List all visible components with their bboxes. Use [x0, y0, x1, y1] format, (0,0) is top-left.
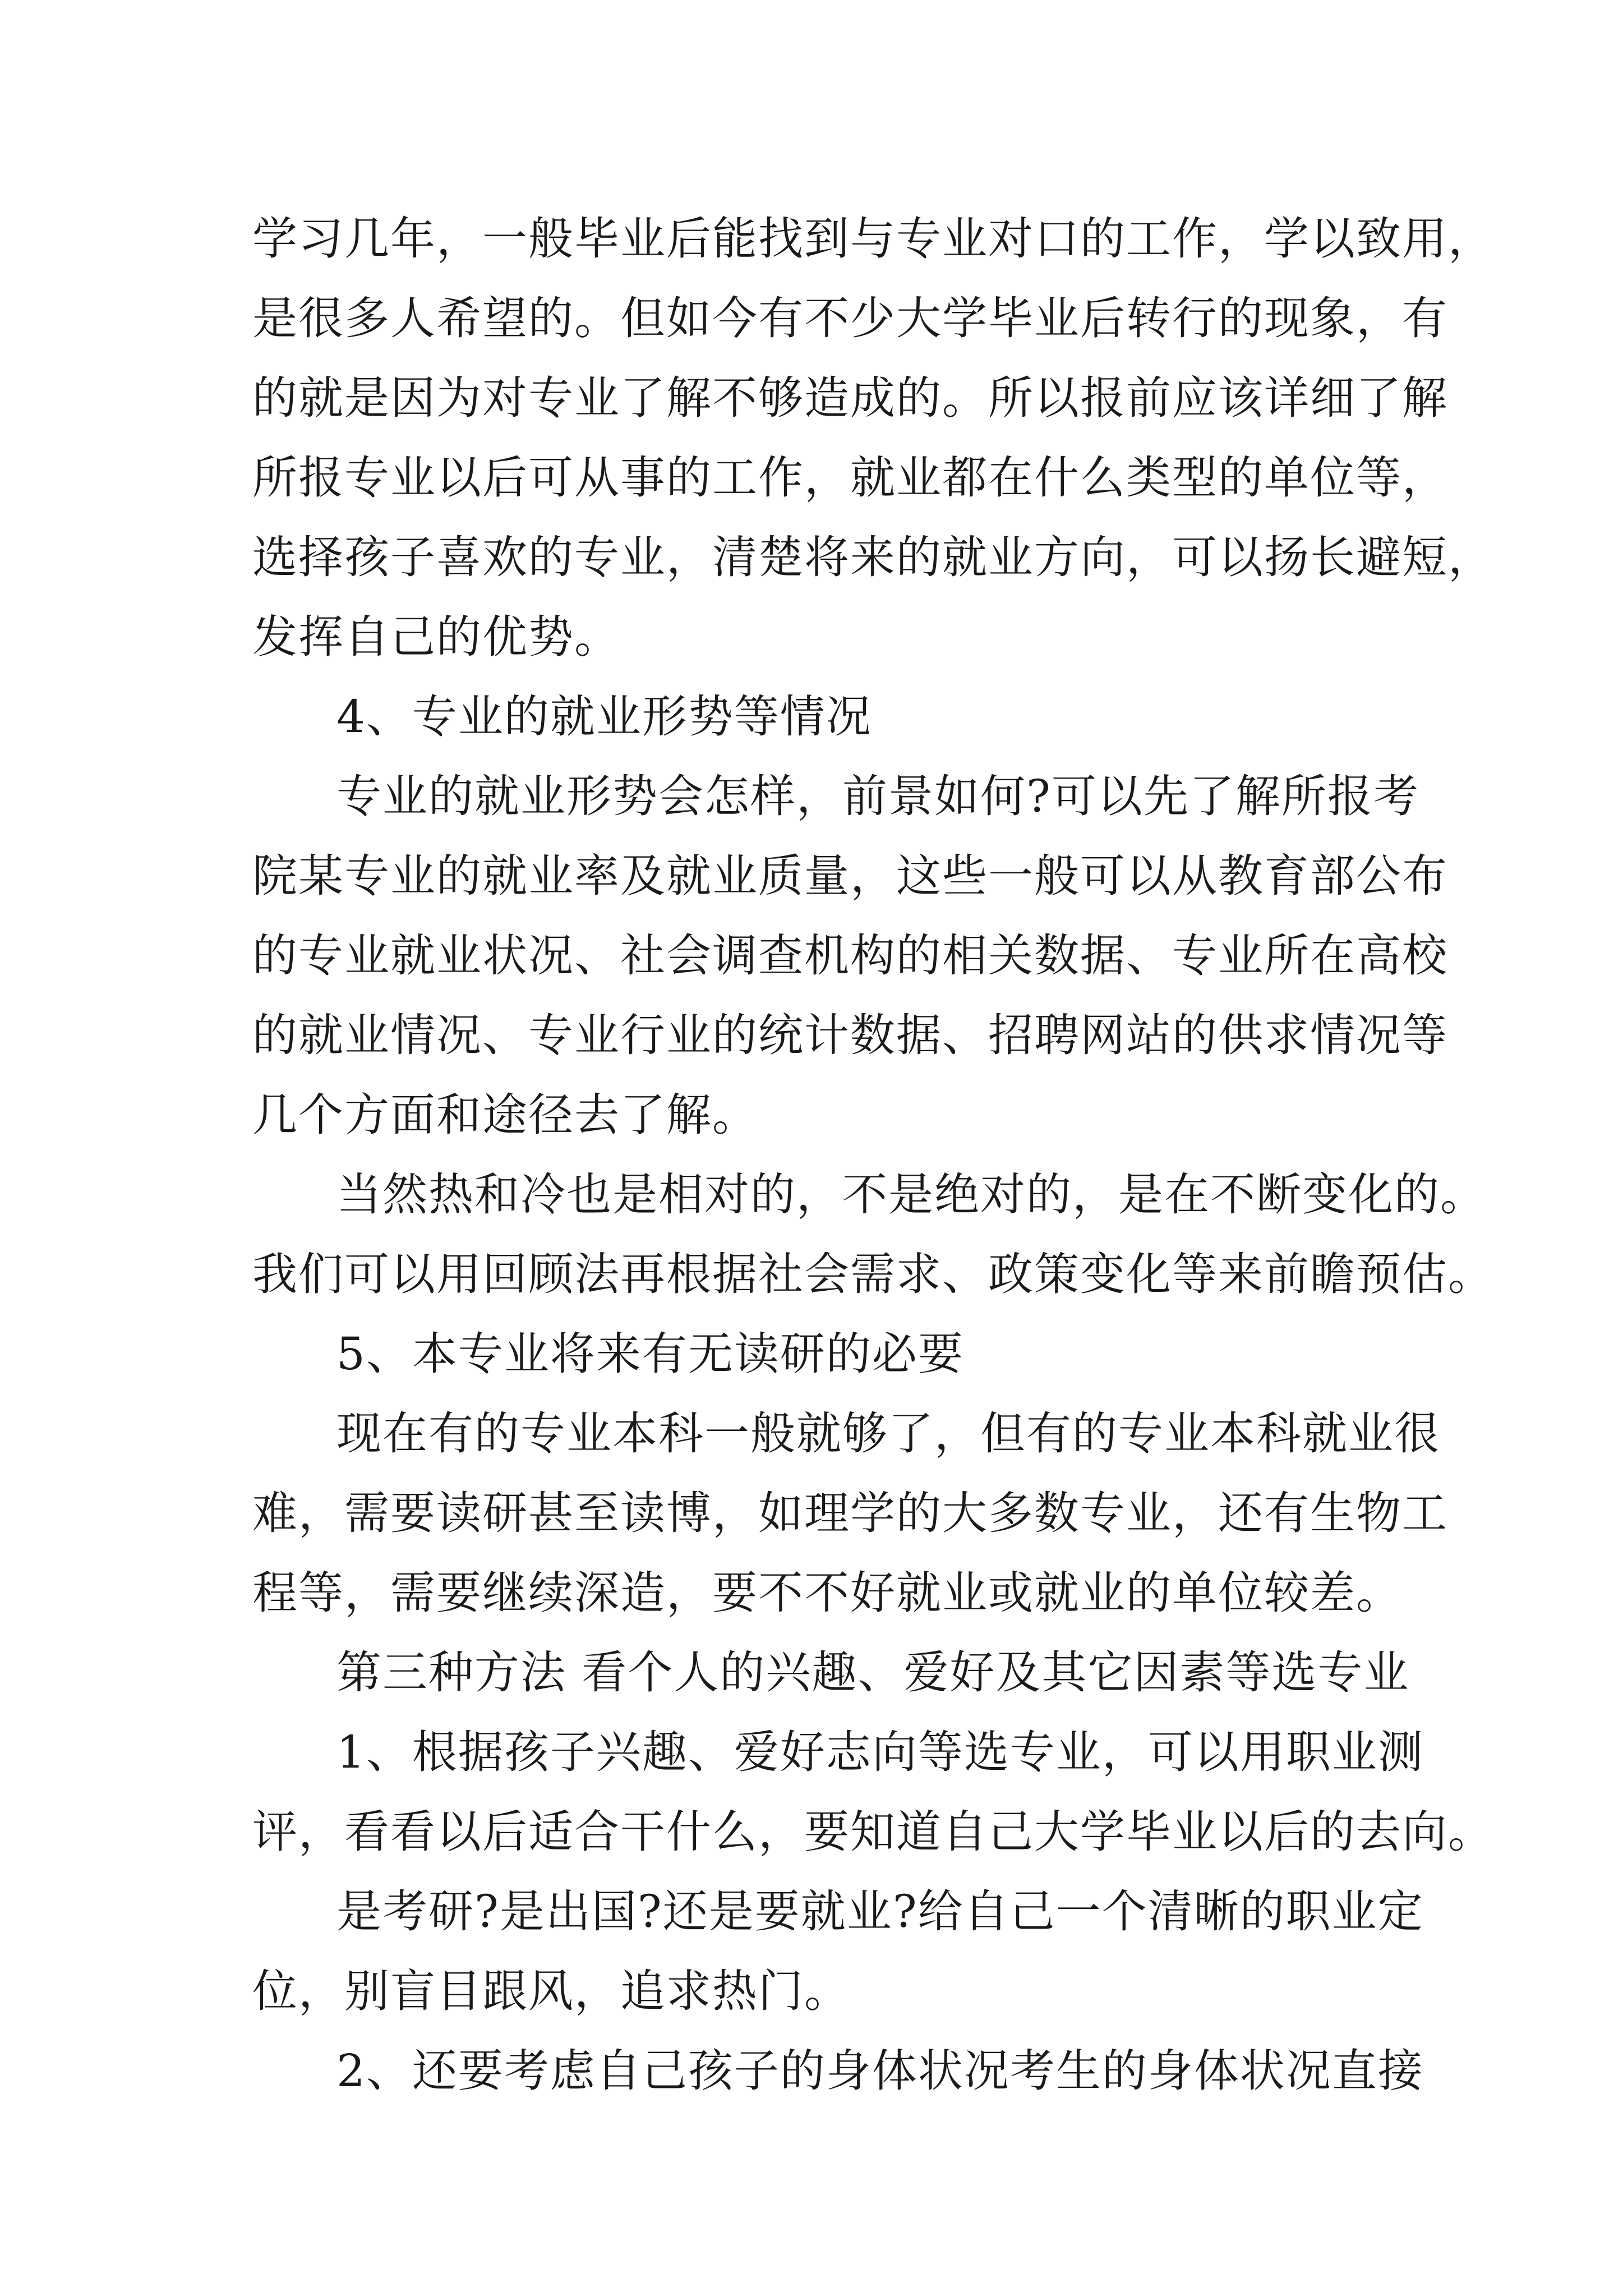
text-line: 程等，需要继续深造，要不不好就业或就业的单位较差。 — [252, 1567, 1402, 1619]
text-line: 是很多人希望的。但如今有不少大学毕业后转行的现象，有 — [252, 292, 1448, 344]
section-heading: 第三种方法 看个人的兴趣、爱好及其它因素等选专业 — [336, 1646, 1410, 1699]
text-line: 院某专业的就业率及就业质量，这些一般可以从教育部公布 — [252, 850, 1448, 902]
text-line: 的专业就业状况、社会调查机构的相关数据、专业所在高校 — [252, 930, 1448, 982]
text-line: 的就是因为对专业了解不够造成的。所以报前应该详细了解 — [252, 372, 1448, 424]
text-line: 是考研?是出国?还是要就业?给自己一个清晰的职业定 — [336, 1885, 1424, 1938]
text-line: 现在有的专业本科一般就够了，但有的专业本科就业很 — [336, 1407, 1440, 1460]
text-line: 几个方面和途径去了解。 — [252, 1089, 758, 1141]
text-line: 1、根据孩子兴趣、爱好志向等选专业，可以用职业测 — [336, 1726, 1424, 1778]
text-line: 我们可以用回顾法再根据社会需求、政策变化等来前瞻预估。 — [252, 1248, 1494, 1300]
text-line: 专业的就业形势会怎样，前景如何?可以先了解所报考 — [336, 770, 1419, 822]
text-line: 选择孩子喜欢的专业，清楚将来的就业方向，可以扬长避短， — [252, 531, 1494, 583]
section-heading: 4、专业的就业形势等情况 — [336, 691, 872, 743]
text-line: 2、还要考虑自己孩子的身体状况考生的身体状况直接 — [336, 2045, 1424, 2097]
body-text — [252, 199, 1494, 2111]
text-line: 当然热和冷也是相对的，不是绝对的，是在不断变化的。 — [336, 1168, 1486, 1221]
text-line: 发挥自己的优势。 — [252, 611, 620, 663]
text-line: 难，需要读研甚至读博，如理学的大多数专业，还有生物工 — [252, 1487, 1448, 1539]
text-line: 学习几年，一般毕业后能找到与专业对口的工作，学以致用， — [252, 213, 1494, 265]
text-line: 评，看看以后适合干什么，要知道自己大学毕业以后的去向。 — [252, 1806, 1494, 1858]
text-line: 的就业情况、专业行业的统计数据、招聘网站的供求情况等 — [252, 1009, 1448, 1061]
text-line: 所报专业以后可从事的工作，就业都在什么类型的单位等， — [252, 452, 1448, 504]
section-heading: 5、本专业将来有无读研的必要 — [336, 1328, 964, 1380]
text-line: 位，别盲目跟风，追求热门。 — [252, 1965, 850, 2017]
